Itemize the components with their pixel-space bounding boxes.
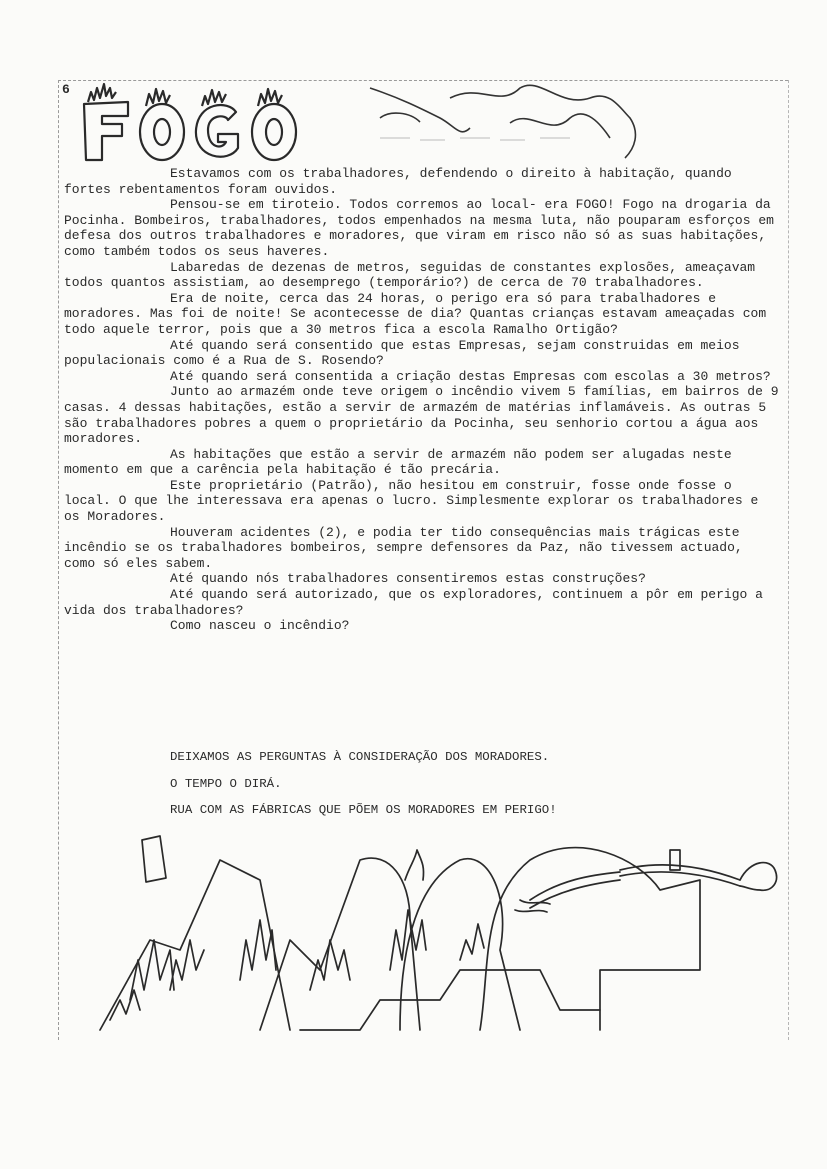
- page-border-left: [58, 80, 59, 1040]
- paragraph-12: Até quando será autorizado, que os exploradores, continuem a pôr em perigo a vida dos trabalhadores?: [64, 587, 771, 618]
- page-number: 6: [62, 82, 70, 97]
- closing-line-1: DEIXAMOS AS PERGUNTAS À CONSIDERAÇÃO DOS MORADORES.: [170, 750, 550, 764]
- paragraph-5: Até quando será consentido que estas Empresas, sejam construidas em meios populacionais como é a Rua de S. Rosendo?: [64, 337, 748, 369]
- article-body: [64, 166, 787, 634]
- closing-line-2: O TEMPO O DIRÁ.: [170, 776, 282, 791]
- paragraph-10: Houveram acidentes (2), e podia ter tido consequências mais trágicas este incêndio se os trabalhadores bombeiros, sempre defensores da Paz, não tivessem actuado, como só eles sabem.: [64, 524, 751, 571]
- paragraph-13: Como nasceu o incêndio?: [170, 618, 350, 634]
- paragraph-11: Até quando nós trabalhadores consentiremos estas construções?: [170, 571, 646, 587]
- title-fogo: [70, 78, 310, 168]
- closing-statements: [170, 744, 770, 824]
- paragraph-4: Era de noite, cerca das 24 horas, o perigo era só para trabalhadores e moradores. Mas foi de noite! Se acontecesse de dia? Quantas crianças estavam ameaçadas com todo aquele terror, pois que a 30 metros fica a escola Ramalho Ortigão?: [64, 290, 774, 337]
- paragraph-7: Junto ao armazém onde teve origem o incêndio vivem 5 famílias, em bairros de 9 casas. 4 dessas habitações, estão a servir de armazém de matérias inflamáveis. As outras 5 são trabalhadores pobres a quem o proprietário da Pocinha, seu senhorio cortou a água aos moradores.: [64, 384, 787, 447]
- page-border-right: [788, 80, 789, 1040]
- paragraph-2: Pensou-se em tiroteio. Todos corremos ao local- era FOGO! Fogo na drogaria da Pocinha. Bombeiros, trabalhadores, todos empenhados na mesma luta, não pouparam esforços em defesa dos outros trabalhadores e moradores, que viram em risco não só as suas habitações, como também todos os seus haveres.: [64, 197, 782, 259]
- paragraph-9: Este proprietário (Patrão), não hesitou em construir, fosse onde fosse o local. O que lhe interessava era apenas o lucro. Simplesmente explorar os trabalhadores e os Moradores.: [64, 477, 767, 525]
- paragraph-8: As habitações que estão a servir de armazém não podem ser alugadas neste momento em que a carência pela habitação é tão precária.: [64, 446, 740, 478]
- paragraph-6: Até quando será consentida a criação destas Empresas com escolas a 30 metros?: [170, 368, 771, 384]
- paragraph-1: Estavamos com os trabalhadores, defendendo o direito à habitação, quando fortes rebentamentos foram ouvidos.: [64, 166, 740, 197]
- fire-fighting-drawing-icon: [60, 820, 780, 1060]
- closing-line-3: RUA COM AS FÁBRICAS QUE PÕEM OS MORADORES EM PERIGO!: [170, 803, 557, 817]
- smoke-sketch-icon: [360, 78, 680, 168]
- paragraph-3: Labaredas de dezenas de metros, seguidas de constantes explosões, ameaçavam todos quantos assistiam, ao desemprego (temporário?) de cerca de 70 trabalhadores.: [64, 259, 763, 291]
